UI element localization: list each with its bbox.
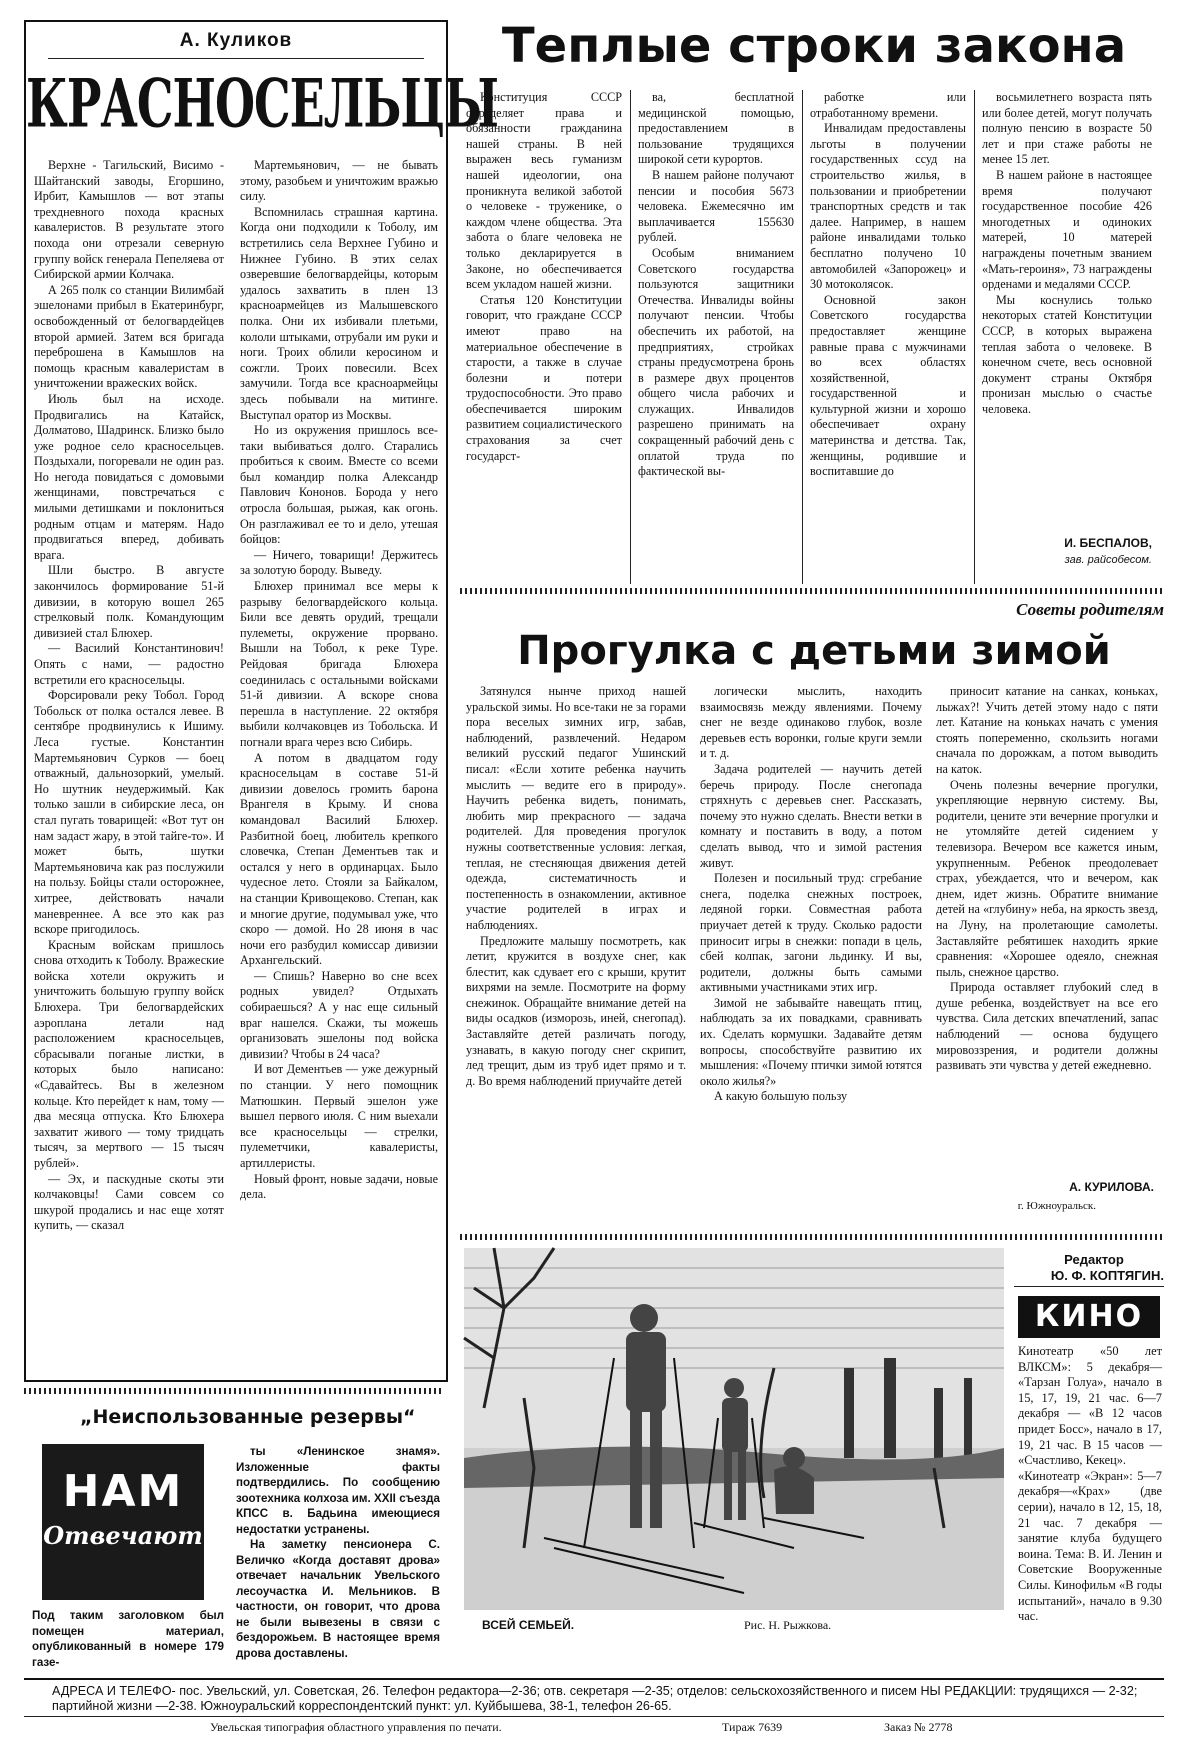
reserves-title: „Неиспользованные резервы“ [80,1406,416,1428]
article-column-2: Мартемьянович, — не бывать этому, разобьем и уничтожим вражью силу. Вспомнилась страшная картина. Когда они подходили к Тоболу, им встретились села Верхнее Губино и Нижнее Губино. В этих селах озверевшие белогвардейцы, которым удалось захватить в плен 13 красноармейцев из Малышевского полка. Они их избивали плетьми, кололи штыками, отрубали им руки и ноги. Троих облили керосином и сожгли. Троих повесили. Всех замучили. Тогда все красноармейцы здесь побывали на митинге. Выступал оратор из Москвы. Но из окружения пришлось все-таки выбиваться долго. Старались пробиться к своим. Вместе со всеми был командир полка Александр Павлович Кононов. Борода у него отросла большая, рыжая, как огонь. Он разглаживал ее то и дело, утешая бойцов: — Ничего, товарищи! Держитесь за золотую бороду. Выведу. Блюхер принимал все меры к разрыву белогвардейского кольца. Били все девять орудий, трещали пулеметы, окружение прорвано. Вышли на Тобол, к реке Туре. Рейдовая бригада Блюхера соединилась с остальными войсками 51-й дивизии. А вскоре снова перешла в наступление. 22 октября выбили колчаковцев из Тобольска. И погнали врага через всю Сибирь. А потом в двадцатом году красносельцам в составе 51-й дивизии довелось громить барона Врангеля в Крыму. И снова командовал Василий Блюхер. Разбитной боец, любитель крепкого словечка, Степан Дементьев так и остался у него в ординарцах. Было чудесное лето. Стояли за Байкалом, на станции Кривощеково. Степан, как и многие другие, подумывал уже, что скоро — домой. Но 28 июня в час ночи его разбудил комиссар дивизии Архангельский. — Спишь? Наверно во сне всех родных увидел? Отдыхать собираешься? А у нас еще сильный враг нашелся. Скажи, ты можешь организовать эшелоны под войска дивизии? Чтобы в 24 часа? И вот Дементьев — уже дежурный по станции. У него помощник Матюшкин. Первый эшелон уже вышел первого июля. С ним выехали все красносельцы — стрелки, пулеметчики, кавалеристы, артиллеристы. Новый фронт, новые задачи, новые дела. [240,158,438,1202]
footer-order: Заказ № 2778 [884,1720,953,1734]
rubric-label: Советы родителям [1016,600,1164,619]
reserves-column-2: ты «Ленинское знамя». Изложенные факты подтвердились. По сообщению зоотехника колхоза им. XXII съезда КПСС в. Бадьина имеющиеся недостатки устранены. На заметку пенсионера С. Величко «Когда доставят дрова» отвечает начальник Увельского лесоучастка И. Мельников. В частности, он говорит, что дрова не были вывезены в связи с бездорожьем. В настоящее время дрова доставлены. [236,1445,440,1660]
law-signature: И. БЕСПАЛОВ, [1064,536,1152,550]
law-article-title: Теплые строки закона [501,18,1127,74]
editor-label: Редактор [1064,1252,1124,1267]
kino-listing: Кинотеатр «50 лет ВЛКСМ»: 5 декабря— «Тарзан Голуа», начало в 15, 17, 19, 21 час. 6—7 декабря — «В 12 часов придет Босс», начало в 17, 19, 21 час. В 15 часов — «Счастливо, Кекец». «Кинотеатр «Экран»: 5—7 декабря—«Крах» (две серии), начало в 12, 15, 18, 21 час. 7 декабря — занятие клуба будущего воина. Тема: В. И. Ленин и Советские Вооруженные Силы. Кинофильм «В годы испытаний», начало в 9.30 час. [1018,1344,1162,1624]
article-title: КРАСНОСЕЛЬЦЫ [26,64,499,143]
article-author: А. Куликов [179,30,293,51]
logo-text-1: НАМ [62,1466,184,1517]
law-column-1: Конституция СССР определяет права и обязанности гражданина нашей страны. В ней выражен весь гуманизм нашей идеологии, она проникнута великой заботой о человеке - труженике, о каждом члене общества. Эта забота о благе человека не только декларируется в Законе, но обеспечивается всем укладом нашей жизни. Статья 120 Конституции говорит, что граждане СССР имеют право на материальное обеспечение в старости, а также в случае болезни и потери трудоспособности. Это право обеспечивается широким развитием социалистического страхования за счет государст- [466,90,622,463]
illustration-caption-right: Рис. Н. Рыжкова. [744,1618,832,1632]
article-column-1: Верхне - Тагильский, Висимо - Шайтанский заводы, Егоршино, Ирбит, Камышлов — вот этапы трехдневного похода красных кавалеристов. В результате этого похода они отрезали северную группу войск генерала Пепеляева от Сибирской армии Колчака. А 265 полк со станции Вилимбай эшелонами прибыл в Екатеринбург, освобожденный от белогвардейцев второй армией. Затем вся бригада переброшена в Камышлов на помощь красным кавалеристам в уничтожении вражеских войск. Июль был на исходе. Продвигались на Катайск, Долматово, Шадринск. Близко было уже родное село красносельцев. Поздыхали, погоревали не один раз. Но негода повидаться с домовыми женщинами, повстречаться с милыми детишками и поклониться родным отцам и матерям. Надо продвигаться вперед, добивать врага. Шли быстро. В августе закончилось формирование 51-й дивизии, в которую вошел 265 стрелковый полк. Командующим дивизией стал Блюхер. — Василий Константинович! Опять с нами, — радостно встретили его красносельцы. Форсировали реку Тобол. Город Тобольск от полка остался левее. В сентябре продвинулись к Ишиму. Леса густые. Константин Мартемьянович Сурков — боец отважный, дальнозоркий, умелый. Но шутник неудержимый. Как только зашли в сибирские леса, он стал пугать товарищей: «Вот тут он нам задаст жару, в этой тайге-то». И может быть, шутки Мартемьяновича как раз послужили на пользу. Бойцы стали осторожнее, хитрее, действовать начали маневреннее. А все это как раз вскоре пригодилось. Красным войскам пришлось снова отходить к Тоболу. Вражеские войска хотели окружить и уничтожить большую группу войск Блюхера. Три белогвардейских аэроплана летали над расположением красносельцев, сбрасывали поганые листки, в которых было написано: «Сдавайтесь. Вы в железном кольце. Кто перейдет к нам, тому — два месяца отпуска. Кто Блюхера захватит живого — тому тридцать тысяч, за мертвого — 15 тысяч рублей». — Эх, и паскудные скоты эти колчаковцы! Сами совсем со шкурой продались и нас еще хотят купить, — сказал [34,158,224,1233]
walk-column-2: логически мыслить, находить взаимосвязь между явлениями. Почему снег не везде одинаково глубок, возле деревьев есть воронки, голые круги земли и т. д. Задача родителей — научить детей беречь природу. После снегопада стряхнуть с деревьев снег. Рассказать, почему это нужно сделать. Внести ветки в комнату и поставить в воду, а потом сделать вывод, что и зимой растения живут. Полезен и посильный труд: сгребание снега, поделка снежных построек, ледяной горки. Совместная работа приучает детей к труду. Сколько радости приносит игры в снежки: попади в цель, сбей колпак, загони льдинку. И вы, родители, должны быть самыми активными участниками этих игр. Зимой не забывайте навещать птиц, наблюдать за их повадками, сравнивать их. Сделать кормушки. Задавайте детям вопросы, способствуйте развитию их мышления: «Почему птички зимой ютятся около жилья?» А какую большую пользу [700,684,922,1104]
logo-text-2: Отвечают [43,1521,203,1550]
kino-logo: КИНО [1018,1296,1160,1338]
walk-column-1: Затянулся нынче приход нашей уральской зимы. Но все-таки не за горами пора веселых зимних игр, забав, наблюдений, развлечений. Недаром великий русский педагог Ушинский писал: «Если хотите ребенка научить мыслить — ведите его в природу». Научить ребенка видеть, понимать, любить мир прекрасного — задача родителей. Для проведения прогулок нужны соответственные условия: легкая, теплая, не стесняющая движения детей одежда, систематичность и постепенность в ознакомлении, активное участие родителей в играх и наблюдениях. Предложите малышу посмотреть, как летит, кружится в воздухе снег, как блестит, как сдувает его с крыши, крутит вихрями на земле. Посмотрите на форму снежинок. Обращайте внимание детей на виды осадков (изморозь, иней, снегопад). Заставляйте детей различать погоду, узнавать, в какую погоду снег скрипит, лед трещит, дым из труб идет прямо и т. д. Во время наблюдений приучайте детей [466,684,686,1088]
walk-signature: А. КУРИЛОВА. [1069,1180,1154,1194]
illustration-ski-family [464,1248,1004,1610]
newspaper-page [24,14,1164,1732]
walk-article-title: Прогулка с детьми зимой [517,628,1111,674]
law-signature-title: зав. райсобесом. [1064,554,1152,566]
walk-column-3: приносит катание на санках, коньках, лыжах?! Учить детей этому надо с пяти лет. Катание на коньках начать с умения стоять попеременно, скользить ногами сначала по дорожкам, а потом выводить на каток. Очень полезны вечерние прогулки, укрепляющие нервную систему. Вы, родители, цените эти вечерние прогулки и не утомляйте детей сидением у телевизора. Вечером все кажется иным, укрупненным. Ребенок преодолевает страх, убеждается, что и вечером, как днем, идет жизнь. Обратите внимание детей на «глубину» неба, на яркость звезд, на Луну, на пролетающие самолеты. Заставляйте ребятишек находить яркие сравнения: «Хорошее одеяло, снежная пыль, снежное царство. Природа оставляет глубокий след в душе ребенка, воздействует на все его чувства. Сила детских впечатлений, запас наблюдений — основа будущего мировоззрения, и родители должны развивать эти чувства у детей ежедневно. [936,684,1158,1073]
walk-place: г. Южноуральск. [1017,1200,1096,1212]
footer-address: АДРЕСА И ТЕЛЕФО- пос. Увельский, ул. Советская, 26. Телефон редактора—2-36; отв. секретаря —2-35; отделов: сельскохозяйственного и писем НЫ РЕДАКЦИИ: трудящихся — 2-32; партийной жизни —2-38. Южноуральский корреспондентский пункт: ул. Куйбышева, 38-1, телефон 26-65. [52,1684,1138,1713]
law-column-4: восьмилетнего возраста пять или более детей, могут получать полную пенсию в возрасте 50 лет и при стаже работы не менее 15 лет. В нашем районе в настоящее время получают государственное пособие 426 многодетных и одиноких матерей, 10 матерей награждены почетным званием «Мать-героиня», 73 награждены орденами и медалями СССР. Мы коснулись только некоторых статей Конституции СССР, в которых выражена теплая забота о человеке. В конечном счете, весь основной документ страны Октября пронизан мыслью о счастье человека. [982,90,1152,416]
reserves-caption: Под таким заголовком был помещен материал, опубликованный в номере 179 газе- [32,1609,224,1669]
law-column-2: ва, бесплатной медицинской помощью, предоставлением в пользование трудящихся широкой сети курортов. В нашем районе получают пенсии и пособия 5673 человека. Ежемесячно им выплачивается 155630 рублей. Особым вниманием Советского государства пользуются защитники Отечества. Инвалиды войны получают пенсии. Чтобы обеспечить их работой, на предприятиях, стройках страны предусмотрена бронь в размере двух процентов общего числа рабочих и служащих. Инвалидов разрешено принимать на сокращенный рабочий день с оплатой труда по фактической вы- [638,90,794,479]
nam-otvechayut-logo [42,1444,204,1600]
illustration-caption-left: ВСЕЙ СЕМЬЕЙ. [482,1618,575,1632]
krasnoseltsy-article [24,20,499,1382]
footer-printer: Увельская типография областного управления по печати. [210,1720,502,1734]
footer-circulation: Тираж 7639 [722,1720,783,1734]
ski-family-drawing [464,1248,1004,1610]
law-column-3: работке или отработанному времени. Инвалидам предоставлены льготы в получении государственных ссуд на строительство жилья, в пользовании и приобретении транспортных средств и так далее. Например, в нашем районе инвалидами только бесплатно получено 10 автомобилей «Запорожец» и 30 мотоколясок. Основной закон Советского государства предоставляет женщине равные права с мужчинами во всех областях хозяйственной, государственной и культурной жизни и хорошо обеспечивает охрану материнства и детства. Так, женщины, родившие и воспитавшие до [810,90,966,479]
editor-name: Ю. Ф. КОПТЯГИН. [1050,1268,1164,1283]
